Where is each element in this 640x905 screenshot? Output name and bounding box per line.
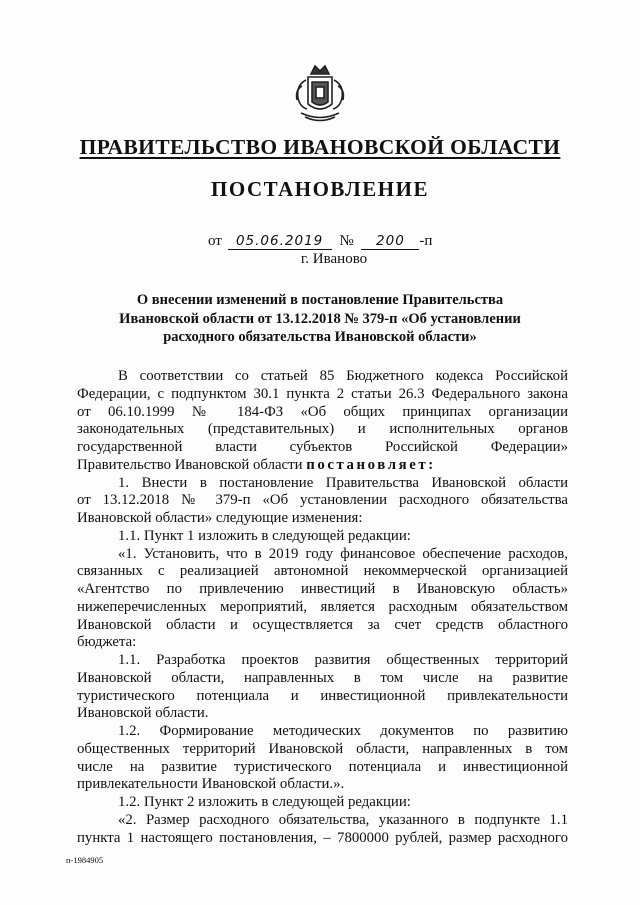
body-line: туристического потенциала и инвестиционной привлекательности <box>77 687 568 704</box>
body-text: Правительство Ивановской области <box>77 456 303 473</box>
footer-code: п-1984905 <box>66 855 104 865</box>
organization-text: ПРАВИТЕЛЬСТВО ИВАНОВСКОЙ ОБЛАСТИ <box>79 135 561 159</box>
body-line <box>77 457 568 475</box>
city: г. Иваново <box>300 251 368 267</box>
document-subject <box>60 291 580 347</box>
number-value: 200 <box>361 233 419 250</box>
body-line: пункта 1 настоящего постановления, – 7800000 рублей, размер расходного <box>77 829 568 846</box>
body-line: от 13.12.2018 № 379-п «Об установлении расходного обязательства <box>77 492 568 509</box>
body-line: 1.2. Пункт 2 изложить в следующей редакции: <box>118 794 411 810</box>
body-line: 1.1. Разработка проектов развития общественных территорий <box>118 652 568 668</box>
body-line: общественных территорий Ивановской области, направленных в том <box>77 740 568 757</box>
organization-title <box>0 132 640 162</box>
date-value: 05.06.2019 <box>228 233 332 250</box>
document-body <box>77 368 568 847</box>
body-line: бюджета: <box>77 634 137 651</box>
body-line: законодательных (представительных) и исполнительных органов <box>77 421 568 438</box>
number-sign: № <box>339 233 354 249</box>
body-line: нижеперечисленных мероприятий, является расходным обязательством <box>77 598 568 615</box>
document-type: ПОСТАНОВЛЕНИЕ <box>211 177 429 201</box>
subject-line: О внесении изменений в постановление Правительства <box>136 292 504 308</box>
body-line: Ивановской области. <box>77 705 209 722</box>
body-line: «2. Размер расходного обязательства, указанного в подпункте 1.1 <box>118 811 568 828</box>
body-line: государственной власти субъектов Российской Федерации» <box>77 439 568 455</box>
subject-line: расходного обязательства Ивановской области» <box>163 329 477 345</box>
body-line: от 06.10.1999 № 184-ФЗ «Об общих принципах организации <box>77 403 568 420</box>
resolves-keyword: постановляет: <box>306 456 436 473</box>
subject-line: Ивановской области от 13.12.2018 № 379-п «Об установлении <box>119 310 521 327</box>
date-prefix: от <box>208 233 222 249</box>
body-line: 1.1. Пункт 1 изложить в следующей редакции: <box>118 527 411 544</box>
body-line: числе на развитие туристического потенциала и инвестиционной <box>77 758 568 775</box>
coat-of-arms-emblem <box>291 60 349 124</box>
body-line: «Агентство по привлечению инвестиций в Ивановскую область» <box>77 581 568 597</box>
body-line: Ивановской области, направленных в том числе на развитие <box>77 669 568 686</box>
number-suffix: -п <box>419 233 433 249</box>
body-line: 1.2. Формирование методических документов по развитию <box>118 723 568 739</box>
body-line: Федерации, с подпунктом 30.1 пункта 2 статьи 26.3 Федерального закона <box>77 385 568 402</box>
body-line: привлекательности Ивановской области.». <box>77 776 345 793</box>
body-line: «1. Установить, что в 2019 году финансовое обеспечение расходов, <box>118 545 568 562</box>
body-line: связанных с реализацией автономной некоммерческой организацией <box>77 563 568 580</box>
body-line: Ивановской области и осуществляется за счет средств областного <box>77 616 568 633</box>
body-line: В соответствии со статьей 85 Бюджетного кодекса Российской <box>118 368 568 384</box>
body-line: Ивановской области» следующие изменения: <box>77 510 363 526</box>
body-line: 1. Внести в постановление Правительства Ивановской области <box>118 474 568 491</box>
